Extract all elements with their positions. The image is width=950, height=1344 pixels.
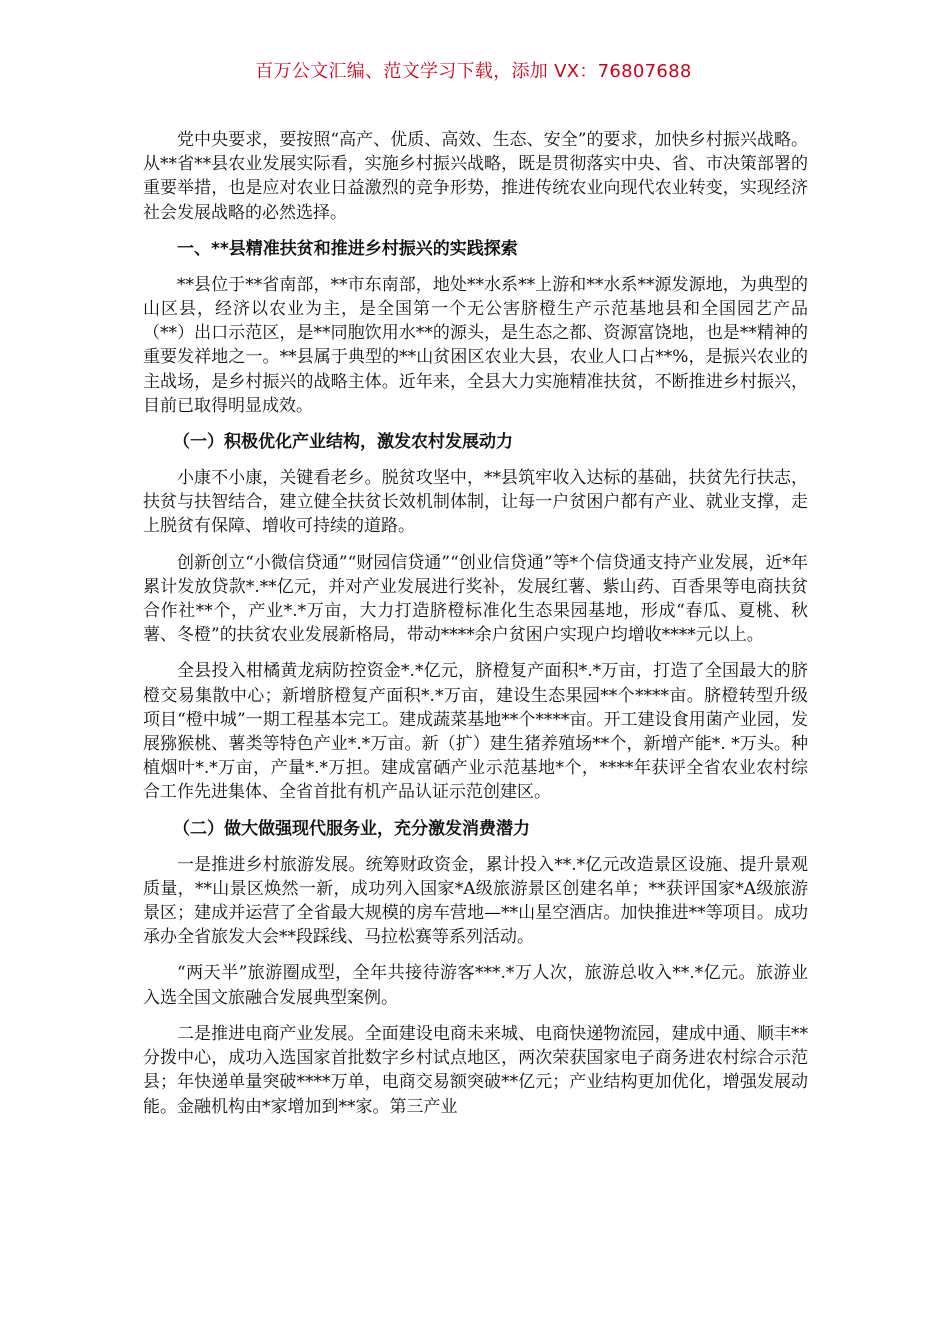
subsection-1-heading: （一）积极优化产业结构，激发农村发展动力	[173, 432, 513, 453]
section-1-heading: 一、**县精准扶贫和推进乡村振兴的实践探索	[177, 238, 518, 259]
subsection-1-paragraph-3: 全县投入柑橘黄龙病防控资金*.*亿元，脐橙复产面积*.*万亩，打造了全国最大的脐橙交易集散中心；新增脐橙复产面积*.*万亩，建设生态果园**个****亩。脐橙转型升级项目“橙中城”一期工程基本完工。建成蔬菜基地**个****亩。开工建设食用菌产业园，发展猕猴桃、薯类等特色产业*.*万亩。新（扩）建生猪养殖场**个，新增产能*. *万头。种植烟叶*.*万亩，产量*.*万担。建成富硒产业示范基地*个，****年获评全省农业农村综合工作先进集体、全省首批有机产品认证示范创建区。	[143, 661, 808, 803]
section-1-paragraph: **县位于**省南部，**市东南部，地处**水系**上游和**水系**源发源地，为典型的山区县，经济以农业为主，是全国第一个无公害脐橙生产示范基地县和全国园艺产品（**）出口示范区，是**同胞饮用水**的源头，是生态之都、资源富饶地，也是**精神的重要发祥地之一。**县属于典型的**山贫困区农业大县，农业人口占**%，是振兴农业的主战场，是乡村振兴的战略主体。近年来，全县大力实施精准扶贫，不断推进乡村振兴，目前已取得明显成效。	[143, 274, 808, 416]
subsection-2-paragraph-2: “两天半”旅游圈成型，全年共接待游客***.*万人次，旅游总收入**.*亿元。旅游业入选全国文旅融合发展典型案例。	[143, 963, 808, 1008]
promo-banner: 百万公文汇编、范文学习下载，添加 VX：76807688	[255, 61, 692, 82]
subsection-1-paragraph-2: 创新创立“小微信贷通”“财园信贷通”“创业信贷通”等*个信贷通支持产业发展，近*年累计发放贷款*.**亿元，并对产业发展进行奖补，发展红薯、紫山药、百香果等电商扶贫合作社**个，产业*.*万亩，大力打造脐橙标准化生态果园基地，形成“春瓜、夏桃、秋薯、冬橙”的扶贫农业发展新格局，带动****余户贫困户实现户均增收****元以上。	[143, 552, 808, 646]
subsection-2-heading: （二）做大做强现代服务业，充分激发消费潜力	[173, 818, 530, 839]
subsection-2-paragraph-1: 一是推进乡村旅游发展。统筹财政资金，累计投入**.*亿元改造景区设施、提升景观质量，**山景区焕然一新，成功列入国家*A级旅游景区创建名单；**获评国家*A级旅游景区；建成并运营了全省最大规模的房车营地—**山星空酒店。加快推进**等项目。成功承办全省旅发大会**段踩线、马拉松赛等系列活动。	[143, 854, 808, 948]
document-page	[143, 60, 808, 1131]
intro-paragraph: 党中央要求，要按照“高产、优质、高效、生态、安全”的要求，加快乡村振兴战略。从**省**县农业发展实际看，实施乡村振兴战略，既是贯彻落实中央、省、市决策部署的重要举措，也是应对农业日益激烈的竞争形势，推进传统农业向现代农业转变，实现经济社会发展战略的必然选择。	[143, 130, 808, 223]
subsection-1-paragraph-1: 小康不小康，关键看老乡。脱贫攻坚中，**县筑牢收入达标的基础，扶贫先行扶志，扶贫与扶智结合，建立健全扶贫长效机制体制，让每一户贫困户都有产业、就业支撑，走上脱贫有保障、增收可持续的道路。	[143, 468, 808, 537]
subsection-2-paragraph-3: 二是推进电商产业发展。全面建设电商未来城、电商快递物流园，建成中通、顺丰**分拨中心，成功入选国家首批数字乡村试点地区，两次荣获国家电子商务进农村综合示范县；年快递单量突破****万单，电商交易额突破**亿元；产业结构更加优化，增强发展动能。金融机构由*家增加到**家。第三产业	[143, 1023, 808, 1117]
